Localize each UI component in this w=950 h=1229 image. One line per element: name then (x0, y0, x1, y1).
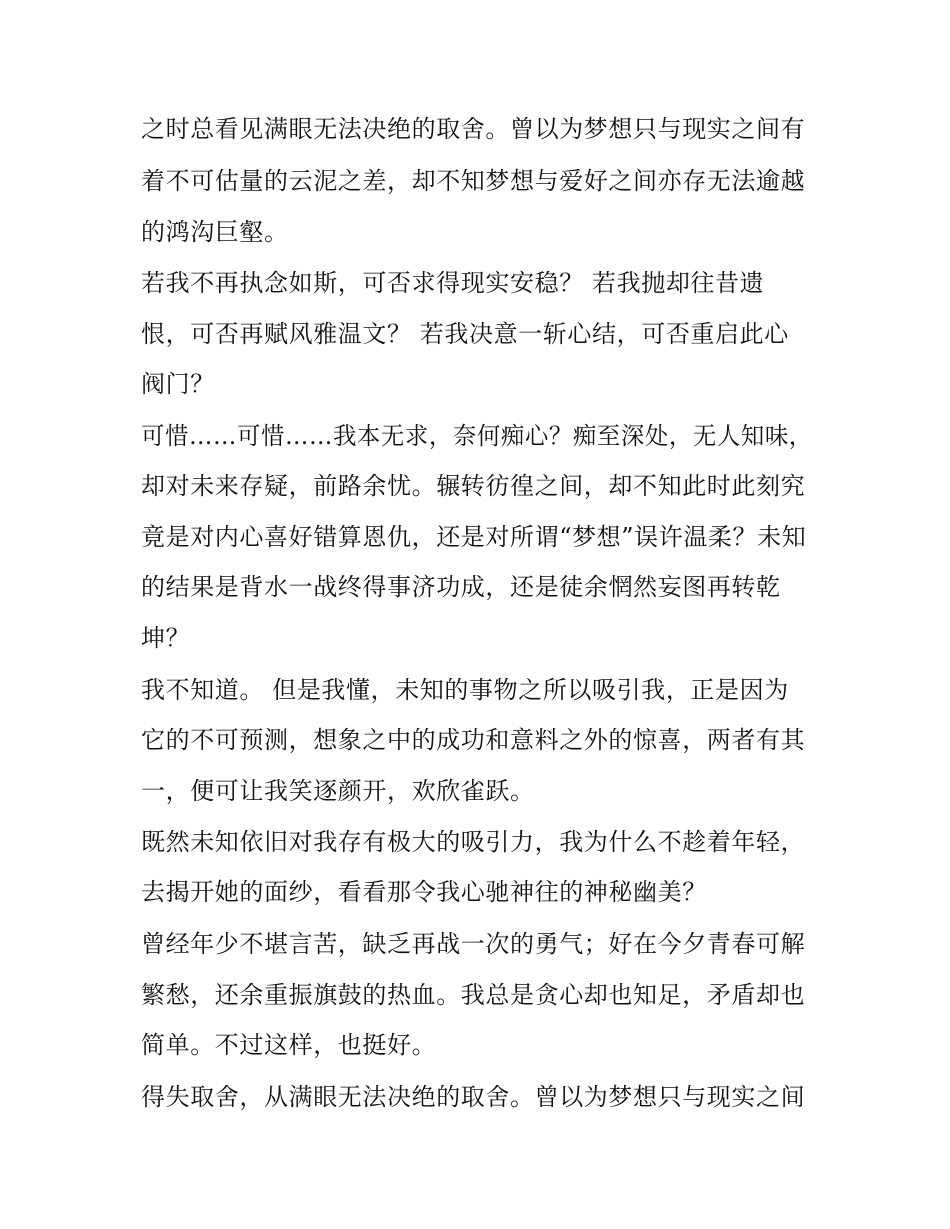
text-line: 竟是对内心喜好错算恩仇，还是对所谓“梦想”误许温柔？未知 (141, 523, 807, 551)
text-line: 之时总看见满眼无法决绝的取舍。曾以为梦想只与现实之间有 (141, 115, 806, 143)
text-line: 简单。不过这样，也挺好。 (141, 1031, 437, 1059)
text-line: 可惜……可惜……我本无求，奈何痴心？痴至深处，无人知味， (141, 422, 813, 450)
text-line: 一，便可让我笑逐颜开，欢欣雀跃。 (141, 777, 535, 805)
text-line: 我不知道。 但是我懂，未知的事物之所以吸引我，正是因为 (141, 676, 789, 704)
text-line: 却对未来存疑，前路余忧。辗转彷徨之间，却不知此时此刻究 (141, 472, 806, 500)
text-line: 阀门？ (141, 370, 215, 398)
text-line: 坤？ (141, 624, 191, 652)
text-line: 它的不可预测，想象之中的成功和意料之外的惊喜，两者有其 (141, 726, 806, 754)
text-line: 得失取舍，从满眼无法决绝的取舍。曾以为梦想只与现实之间 (141, 1083, 806, 1111)
text-line: 的结果是背水一战终得事济功成，还是徒余惘然妄图再转乾 (141, 573, 781, 601)
text-line: 若我不再执念如斯，可否求得现实安稳？ 若我抛却往昔遗 (141, 269, 765, 297)
text-line: 既然未知依旧对我存有极大的吸引力，我为什么不趁着年轻， (141, 828, 806, 856)
text-line: 去揭开她的面纱，看看那令我心驰神往的神秘幽美？ (141, 878, 707, 906)
text-line: 曾经年少不堪言苦，缺乏再战一次的勇气；好在今夕青春可解 (141, 930, 806, 958)
text-line: 繁愁，还余重振旗鼓的热血。我总是贪心却也知足，矛盾却也 (141, 981, 806, 1009)
text-line: 着不可估量的云泥之差，却不知梦想与爱好之间亦存无法逾越 (141, 167, 806, 195)
text-line: 的鸿沟巨壑。 (141, 218, 289, 246)
text-line: 恨，可否再赋风雅温文？ 若我决意一斩心结，可否重启此心 (141, 320, 789, 348)
